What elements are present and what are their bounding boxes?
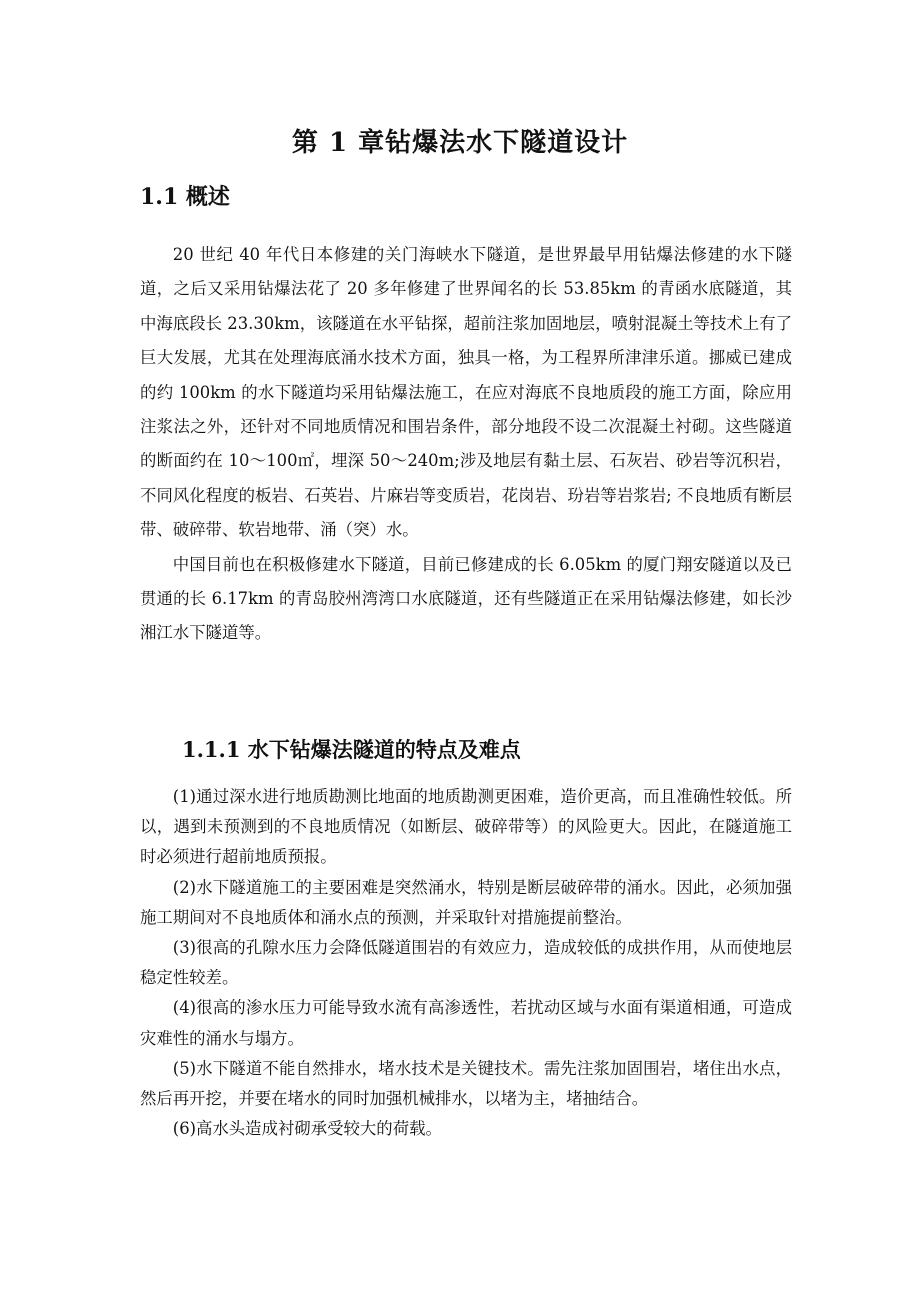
- body-paragraph: 中国目前也在积极修建水下隧道，目前已修建成的长 6.05km 的厦门翔安隧道以及已贯通的长 6.17km 的青岛胶州湾湾口水底隧道，还有些隧道正在采用钻爆法修建，如长沙湘江水下隧道等。: [140, 554, 792, 643]
- subsection-heading: 1.1.1 水下钻爆法隧道的特点及难点: [182, 737, 521, 762]
- subsection-body: [140, 782, 792, 1144]
- list-item: (3)很高的孔隙水压力会降低隧道围岩的有效应力，造成较低的成拱作用，从而使地层稳定性较差。: [140, 938, 792, 988]
- list-item: (4)很高的渗水压力可能导致水流有高渗透性，若扰动区域与水面有渠道相通，可造成灾难性的涌水与塌方。: [140, 998, 792, 1048]
- section-body: [140, 238, 792, 651]
- chapter-title: 第 1 章钻爆法水下隧道设计: [291, 128, 629, 158]
- list-item: (6)高水头造成衬砌承受较大的荷载。: [172, 1119, 442, 1139]
- list-item: (1)通过深水进行地质勘测比地面的地质勘测更困难，造价更高，而且准确性较低。所以，遇到未预测到的不良地质情况（如断层、破碎带等）的风险更大。因此，在隧道施工时必须进行超前地质预报。: [140, 787, 792, 867]
- body-paragraph: 20 世纪 40 年代日本修建的关门海峡水下隧道，是世界最早用钻爆法修建的水下隧道，之后又采用钻爆法花了 20 多年修建了世界闻名的长 53.85km 的青函水底隧道，其中海底段长 23.30km，该隧道在水平钻探，超前注浆加固地层，喷射混凝土等技术上有了巨大发展，尤其在处理海底涌水技术方面，独具一格，为工程界所津津乐道。挪威已建成的约 100km 的水下隧道均采用钻爆法施工，在应对海底不良地质段的施工方面，除应用注浆法之外，还针对不同地质情况和围岩条件，部分地段不设二次混凝土衬砌。这些隧道的断面约在 10～100㎡，埋深 50～240m;涉及地层有黏土层、石灰岩、砂岩等沉积岩，不同风化程度的板岩、石英岩、片麻岩等变质岩，花岗岩、玢岩等岩浆岩; 不良地质有断层带、破碎带、软岩地带、涌（突）水。: [140, 245, 792, 540]
- list-item: (5)水下隧道不能自然排水，堵水技术是关键技术。需先注浆加固围岩，堵住出水点，然后再开挖，并要在堵水的同时加强机械排水，以堵为主，堵抽结合。: [140, 1058, 792, 1109]
- list-item: (2)水下隧道施工的主要困难是突然涌水，特别是断层破碎带的涌水。因此，必须加强施工期间对不良地质体和涌水点的预测，并采取针对措施提前整治。: [140, 877, 792, 927]
- section-heading: 1.1 概述: [140, 184, 230, 210]
